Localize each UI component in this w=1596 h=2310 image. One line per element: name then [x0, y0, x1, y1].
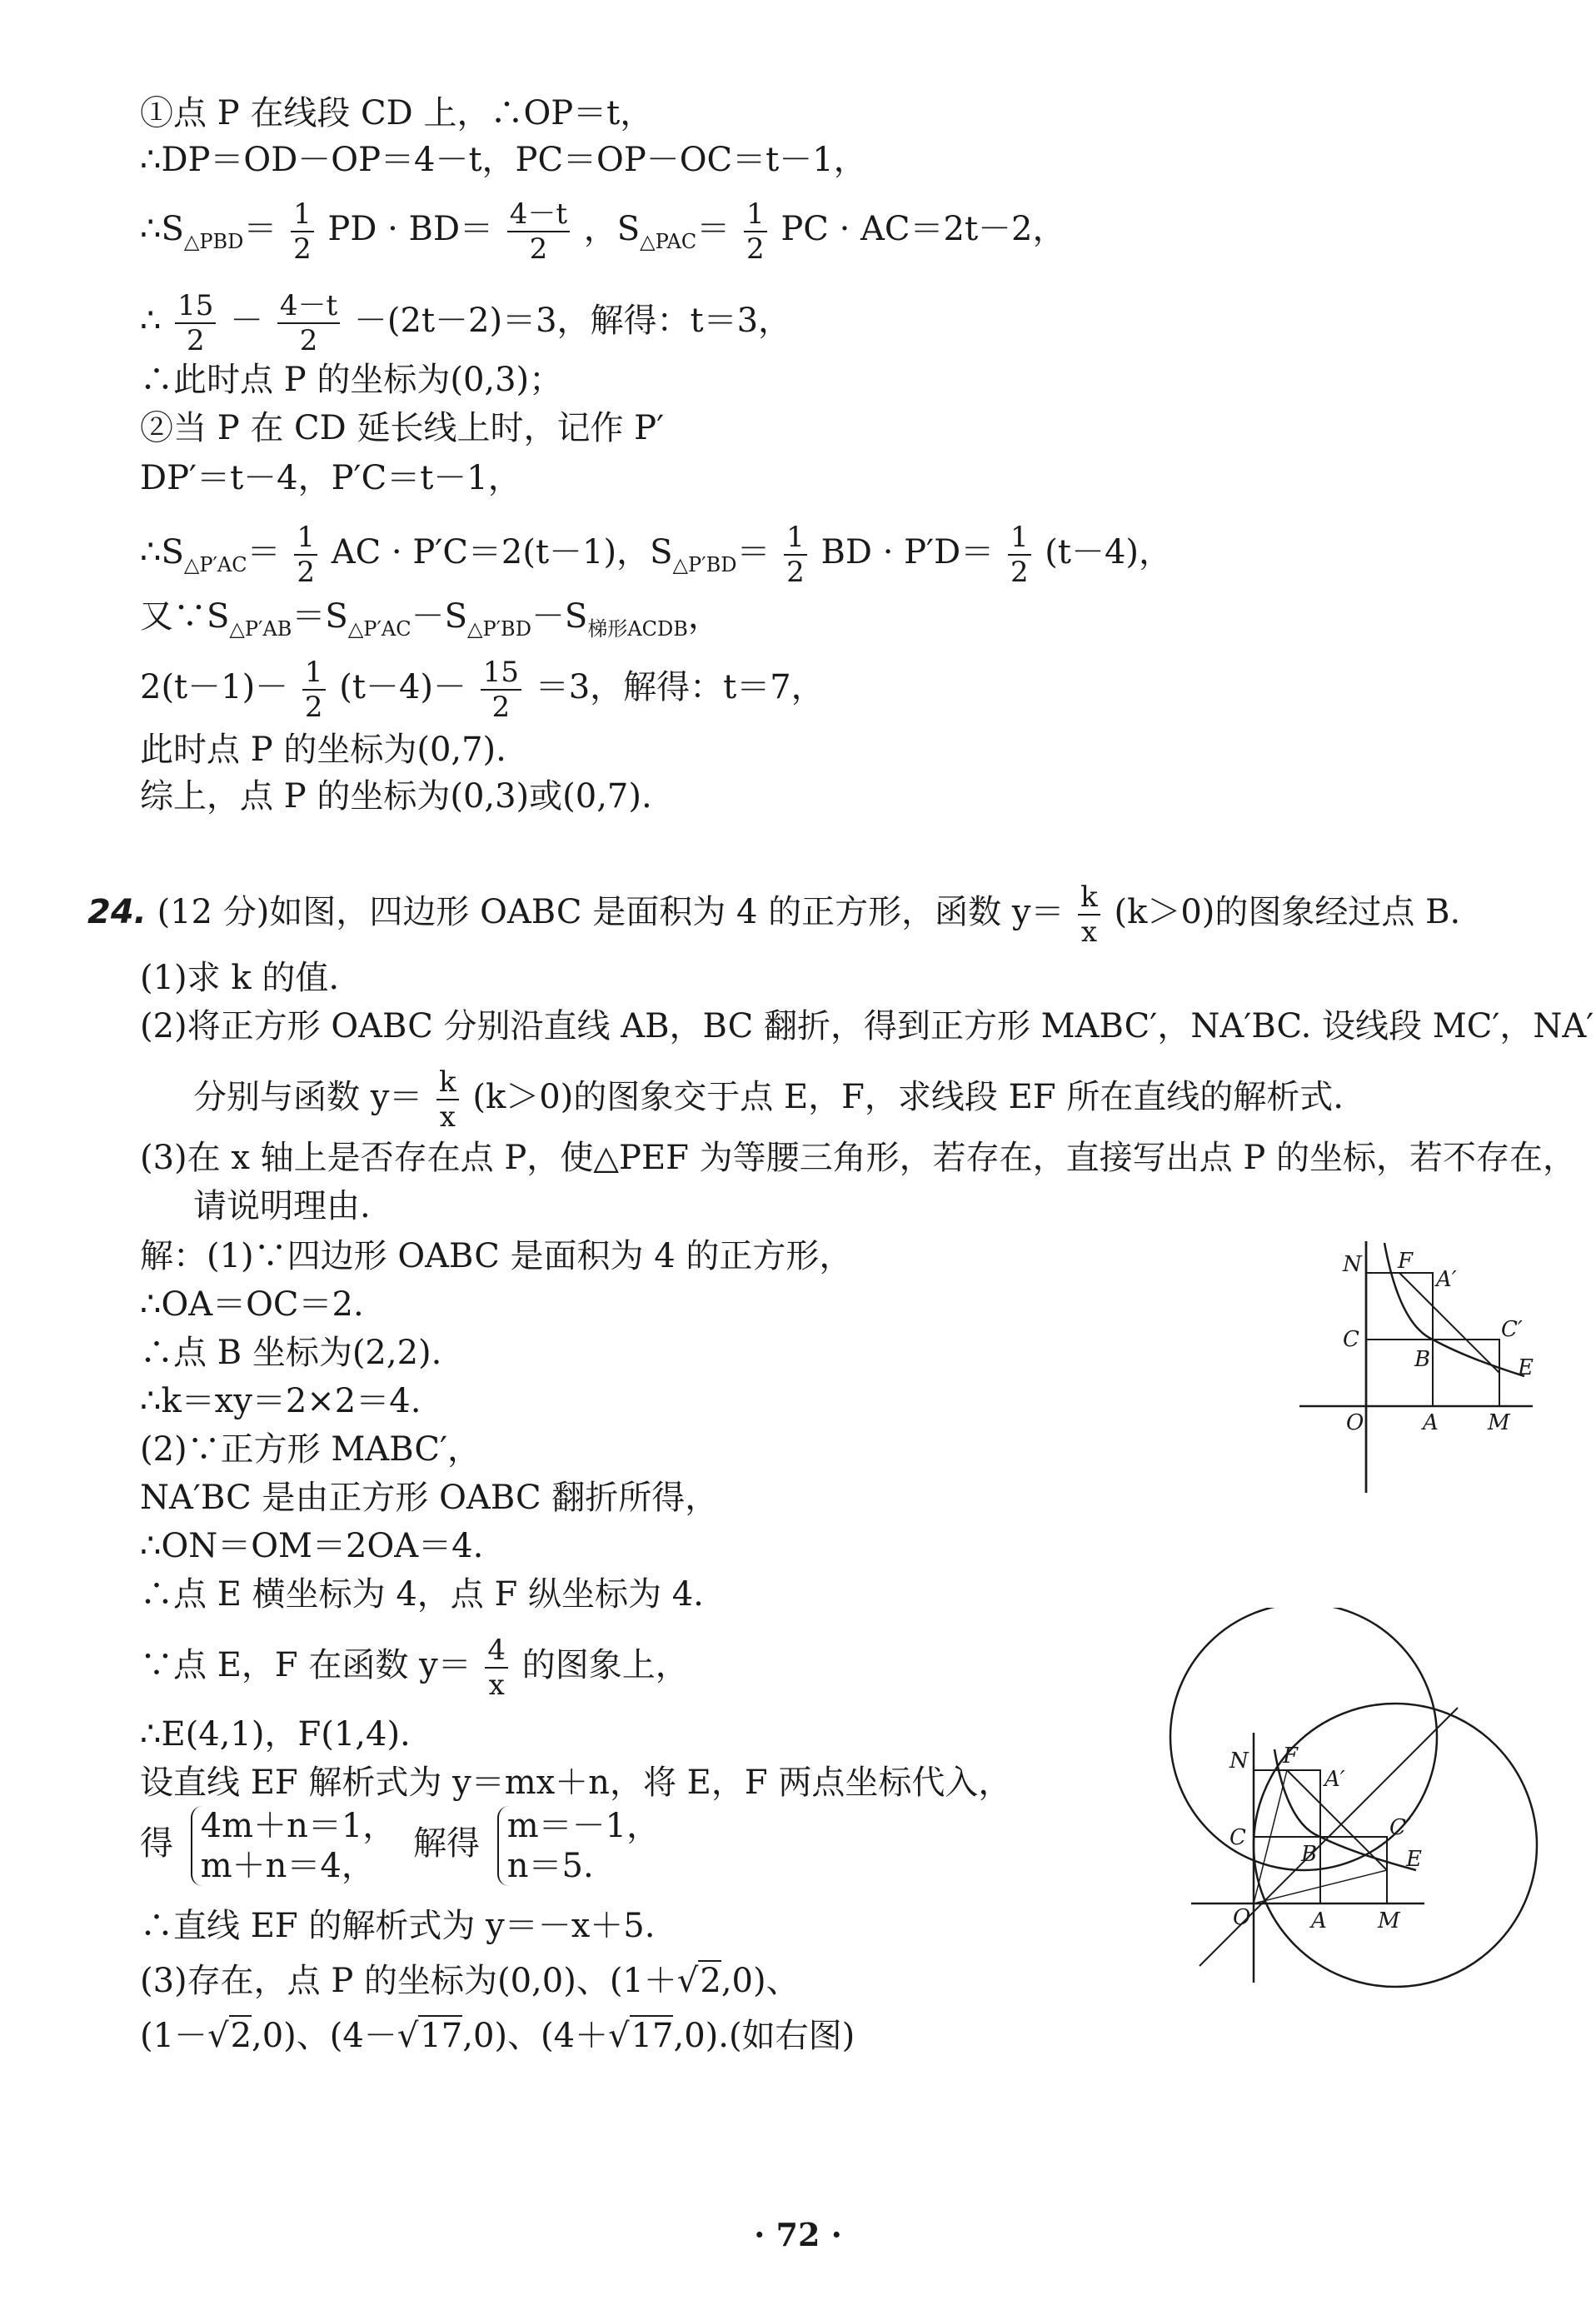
- label-m: M: [1488, 1410, 1510, 1435]
- label-e: E: [1518, 1355, 1534, 1380]
- line-6: ②当 P 在 CD 延长线上时，记作 P′: [140, 409, 665, 447]
- line-10: 2(t－1)－ $\frac{1}{2}$ (t－4)－ $\frac{15}{2}$ ＝3，解得：t＝7，: [140, 656, 825, 724]
- solution-line-3: ∴点 B 坐标为(2,2).: [140, 1334, 442, 1372]
- fraction: $\frac{1}{2}$: [1008, 523, 1031, 586]
- question-24-part-3: (3)在 x 轴上是否存在点 P，使△PEF 为等腰三角形，若存在，直接写出点 P 的坐标，若不存在，: [140, 1139, 1576, 1177]
- label-m: M: [1378, 1908, 1400, 1933]
- label-o: O: [1233, 1905, 1251, 1930]
- line-3: $\therefore S_{\triangle PBD}=$ $\frac{1}{2}$ PD · BD＝ $\frac{4-t}{2}$ ，$S_{\triangle PAC}=$ $\frac{1}{2}$ PC · AC＝2t－2，: [140, 197, 1066, 266]
- label-f: F: [1283, 1744, 1299, 1769]
- question-24-part-2-cont: 分别与函数 y＝ $\frac{k}{x}$ (k＞0)的图象交于点 E，F，求线段 EF 所在直线的解析式.: [193, 1065, 1344, 1134]
- solution-line-4: ∴k＝xy＝2×2＝4.: [140, 1382, 421, 1420]
- line-1: ①点 P 在线段 CD 上，∴OP＝t，: [140, 94, 654, 132]
- solution-line-13: ∴直线 EF 的解析式为 y＝－x＋5.: [140, 1907, 656, 1945]
- solution-line-1: 解：(1)∵四边形 OABC 是面积为 4 的正方形，: [140, 1237, 853, 1275]
- equation-system: 4m＋n＝1， m＋n＝4，: [191, 1806, 397, 1886]
- solution-line-6: NA′BC 是由正方形 OABC 翻折所得，: [140, 1479, 719, 1517]
- label-c: C: [1229, 1825, 1246, 1850]
- equation-system: m＝－1， n＝5.: [497, 1806, 660, 1886]
- label-b: B: [1414, 1347, 1431, 1372]
- fraction: $\frac{4-t}{2}$: [277, 292, 340, 355]
- question-24-stem: 24. (12 分)如图，四边形 OABC 是面积为 4 的正方形，函数 y＝ $\frac{k}{x}$ (k＞0)的图象经过点 B.: [87, 881, 1461, 949]
- label-e: E: [1406, 1847, 1422, 1872]
- label-a: A: [1311, 1908, 1327, 1933]
- fraction: $\frac{4-t}{2}$: [507, 200, 570, 263]
- fraction: $\frac{1}{2}$: [744, 200, 767, 263]
- solution-line-12: 得 4m＋n＝1， m＋n＝4， 解得 m＝－1， n＝5.: [140, 1807, 661, 1885]
- fraction: $\frac{k}{x}$: [436, 1068, 459, 1131]
- line-2: ∴DP＝OD－OP＝4－t，PC＝OP－OC＝t－1，: [140, 141, 867, 179]
- square-na1bc: [1254, 1770, 1320, 1837]
- figure-isosceles-circles: [1150, 1608, 1549, 2008]
- label-c1: C′: [1501, 1317, 1523, 1342]
- label-f: F: [1398, 1249, 1414, 1274]
- figure-square-hyperbola: [1283, 1233, 1549, 1499]
- label-a1: A′: [1324, 1767, 1345, 1792]
- fraction: $\frac{1}{2}$: [302, 658, 326, 721]
- solution-line-15: (1－√2,0)、(4－√17,0)、(4＋√17,0).(如右图): [140, 2017, 855, 2055]
- line-5: ∴此时点 P 的坐标为(0,3)；: [140, 361, 563, 399]
- question-24-part-2: (2)将正方形 OABC 分别沿直线 AB，BC 翻折，得到正方形 MABC′，NA′BC. 设线段 MC′，NA′: [140, 1007, 1594, 1045]
- label-b: B: [1301, 1842, 1318, 1867]
- solution-line-5: (2)∵正方形 MABC′，: [140, 1430, 481, 1469]
- page-number: · 72 ·: [754, 2216, 842, 2253]
- square-mabc1: [1320, 1837, 1387, 1903]
- line-9: 又$\because S_{\triangle P'AB}=S_{\triangle P'AC}-S_{\triangle P'BD}-S_{梯形ACDB}$，: [140, 597, 721, 641]
- line-4: ∴ $\frac{15}{2}$ － $\frac{4-t}{2}$ －(2t－2)＝3，解得：t＝3，: [140, 289, 792, 357]
- fraction: $\frac{15}{2}$: [481, 658, 521, 721]
- question-24-part-1: (1)求 k 的值.: [140, 959, 340, 997]
- line-11: 此时点 P 的坐标为(0,7).: [140, 731, 506, 769]
- square-mabc1: [1433, 1340, 1499, 1406]
- solution-line-11: 设直线 EF 解析式为 y＝mx＋n，将 E，F 两点坐标代入，: [140, 1764, 1012, 1802]
- fraction: $\frac{k}{x}$: [1078, 883, 1100, 946]
- fraction: $\frac{1}{2}$: [294, 523, 317, 586]
- fraction: $\frac{15}{2}$: [175, 292, 216, 355]
- solution-line-7: ∴ON＝OM＝2OA＝4.: [140, 1527, 484, 1565]
- line-8: $\therefore S_{\triangle P'AC}=$ $\frac{1}{2}$ AC · P′C＝2(t－1)，$S_{\triangle P'BD}=$ $\frac{1}{2}$ BD · P′D＝ $\frac{1}{2}$ (t－4)，: [140, 521, 1173, 589]
- solution-line-9: ∵点 E，F 在函数 y＝ $\frac{4}{x}$ 的图象上，: [140, 1634, 689, 1702]
- fraction: $\frac{4}{x}$: [485, 1636, 508, 1699]
- label-c1: C′: [1389, 1815, 1411, 1840]
- solution-line-2: ∴OA＝OC＝2.: [140, 1285, 364, 1324]
- question-24-part-3-cont: 请说明理由.: [193, 1187, 371, 1225]
- label-n: N: [1343, 1252, 1362, 1277]
- label-c: C: [1343, 1327, 1359, 1352]
- solution-line-14: (3)存在，点 P 的坐标为(0,0)、(1＋√2,0)、: [140, 1962, 800, 2000]
- solution-line-10: ∴E(4,1)，F(1,4).: [140, 1715, 411, 1754]
- line-12: 综上，点 P 的坐标为(0,3)或(0,7).: [140, 777, 652, 816]
- label-a: A: [1423, 1410, 1439, 1435]
- label-n: N: [1229, 1749, 1249, 1774]
- square-na1bc: [1366, 1273, 1433, 1340]
- solution-line-8: ∴点 E 横坐标为 4，点 F 纵坐标为 4.: [140, 1575, 704, 1614]
- fraction: $\frac{1}{2}$: [291, 200, 314, 263]
- question-number: 24.: [87, 893, 147, 931]
- line-7: DP′＝t－4，P′C＝t－1，: [140, 459, 521, 497]
- label-o: O: [1346, 1410, 1364, 1435]
- label-a1: A′: [1436, 1267, 1457, 1292]
- fraction: $\frac{1}{2}$: [784, 523, 807, 586]
